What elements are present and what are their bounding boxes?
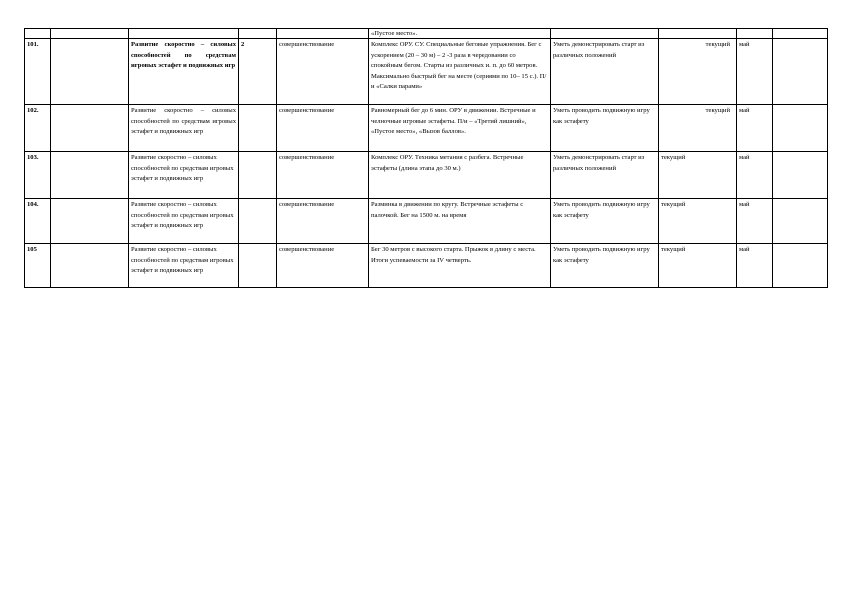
table-row [25,199,828,244]
topic-cell [129,29,239,39]
month-cell: май [737,244,773,288]
content-cell: Комплекс ОРУ. СУ. Специальные беговые упражнения. Бег с ускорением (20 – 30 м) – 2 -3 раза в чередовании со спокойным бегом. Старты из различных и. п. до 60 метров. Максимально быстрый бег на месте (сериями по 10– 15 с.). П/и «Салки парами» [369,39,551,105]
note-cell [773,105,828,152]
lesson-type-cell: совершенствование [277,244,369,288]
control-cell: текущий [659,244,737,288]
content-cell: Разминка в движении по кругу. Встречные эстафеты с палочкой. Бег на 1500 м. на время [369,199,551,244]
hours-cell [239,152,277,199]
hours-cell [239,244,277,288]
topic-cell: Развитие скоростно – силовых способностей по средствам игровых эстафет и подвижных игр [129,199,239,244]
date-cell [51,152,129,199]
lesson-type-cell: совершенствование [277,152,369,199]
control-cell [659,29,737,39]
lesson-type-cell [277,29,369,39]
continuation-row [25,29,828,39]
content-cell: Бег 30 метров с высокого старта. Прыжок в длину с места. Итоги успеваемости за IV четверть. [369,244,551,288]
month-cell: май [737,152,773,199]
table-row [25,39,828,105]
note-cell [773,29,828,39]
table-row [25,105,828,152]
requirements-cell: Уметь демонстрировать старт из различных положений [551,152,659,199]
note-cell [773,244,828,288]
requirements-cell [551,29,659,39]
lesson-plan-table [24,28,828,288]
control-cell: текущий [659,105,737,152]
lesson-number: 101. [25,39,51,105]
requirements-cell: Уметь проводить подвижную игру как эстафету [551,199,659,244]
topic-cell: Развитие скоростно – силовых способностей по средствам игровых эстафет и подвижных игр [129,105,239,152]
topic-cell: Развитие скоростно – силовых способностей по средствам игровых эстафет и подвижных игр [129,39,239,105]
note-cell [773,199,828,244]
table-row [25,244,828,288]
requirements-cell: Уметь проводить подвижную игру как эстафету [551,105,659,152]
lesson-type-cell: совершенствование [277,105,369,152]
control-cell: текущий [659,39,737,105]
lesson-type-cell: совершенствование [277,199,369,244]
date-cell [51,39,129,105]
hours-cell [239,199,277,244]
lesson-number: 103. [25,152,51,199]
content-cell: Равномерный бег до 6 мин. ОРУ в движении. Встречные и челночные игровые эстафеты. П/и – «Третий лишний», «Пустое место», «Вызов баллов». [369,105,551,152]
note-cell [773,152,828,199]
hours-cell [239,29,277,39]
topic-cell: Развитие скоростно – силовых способностей по средствам игровых эстафет и подвижных игр [129,244,239,288]
lesson-number: 105 [25,244,51,288]
hours-cell [239,105,277,152]
note-cell [773,39,828,105]
content-cell: Комплекс ОРУ. Техника метания с разбега. Встречные эстафеты (длина этапа до 30 м.) [369,152,551,199]
requirements-cell: Уметь демонстрировать старт из различных положений [551,39,659,105]
date-cell [51,29,129,39]
content-cell: «Пустое место». [369,29,551,39]
month-cell: май [737,105,773,152]
month-cell: май [737,199,773,244]
control-cell: текущий [659,199,737,244]
topic-cell: Развитие скоростно – силовых способностей по средствам игровых эстафет и подвижных игр [129,152,239,199]
table-row [25,152,828,199]
lesson-number: 102. [25,105,51,152]
month-cell [737,29,773,39]
num-cell [25,29,51,39]
month-cell: май [737,39,773,105]
date-cell [51,244,129,288]
date-cell [51,105,129,152]
lesson-type-cell: совершенствование [277,39,369,105]
hours-cell: 2 [239,39,277,105]
date-cell [51,199,129,244]
requirements-cell: Уметь проводить подвижную игру как эстафету [551,244,659,288]
control-cell: текущий [659,152,737,199]
lesson-number: 104. [25,199,51,244]
